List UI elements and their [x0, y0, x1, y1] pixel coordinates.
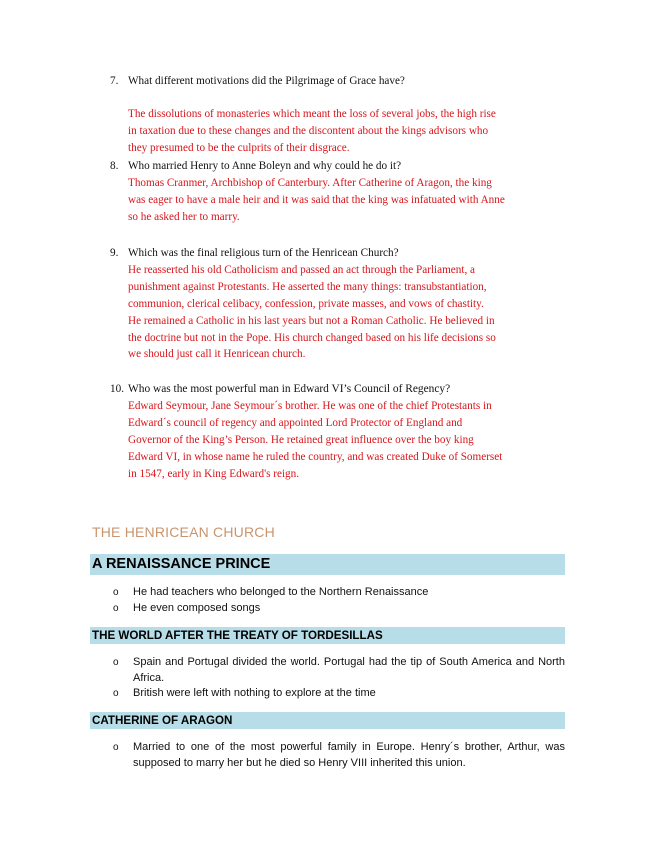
question-number: 9.	[110, 247, 119, 259]
answer-line: Thomas Cranmer, Archbishop of Canterbury. After Catherine of Aragon, the king	[128, 176, 492, 189]
answer-8	[110, 175, 560, 226]
question-number: 7.	[110, 75, 119, 87]
answer-line: they presumed to be the culprits of their disgrace.	[128, 141, 350, 154]
answer-7	[110, 106, 560, 157]
qa-item-10	[110, 381, 560, 482]
answer-line: He remained a Catholic in his last years but not a Roman Catholic. He believed in	[128, 314, 495, 327]
list-item	[110, 740, 565, 771]
answer-line: Edward´s council of regency and appointed Lord Protector of England and	[128, 416, 463, 429]
bullet-icon: o	[113, 688, 119, 699]
answer-line: in 1547, early in King Edward's reign.	[128, 467, 300, 480]
section-title: THE HENRICEAN CHURCH	[92, 524, 275, 540]
answer-line: the doctrine but not in the Pope. His church changed based on his life decisions so	[128, 331, 496, 344]
list-item-text: British were left with nothing to explore at the time	[133, 687, 376, 699]
bullet-icon: o	[113, 602, 119, 614]
question-number: 10.	[110, 383, 124, 395]
question-text: Who was the most powerful man in Edward VI’s Council of Regency?	[128, 383, 451, 395]
question-text: Which was the final religious turn of the Henricean Church?	[128, 247, 399, 259]
qa-item-7	[110, 73, 560, 157]
heading-renaissance-prince: A RENAISSANCE PRINCE	[90, 554, 565, 575]
answer-line: communion, clerical celibacy, confession, private masses, and vows of chastity.	[128, 297, 484, 310]
answer-line: punishment against Protestants. He asserted the many things: transubstantiation,	[128, 280, 487, 293]
question-7	[110, 73, 560, 90]
question-10	[110, 381, 560, 398]
answer-10	[110, 398, 560, 483]
list-item	[110, 601, 565, 617]
answer-line: we should just call it Henricean church.	[128, 348, 306, 361]
answer-9	[110, 262, 560, 363]
question-8	[110, 158, 560, 175]
list-item-text: He had teachers who belonged to the Northern Renaissance	[133, 586, 429, 598]
question-9	[110, 245, 560, 262]
bullet-icon: o	[113, 742, 119, 753]
question-text: Who married Henry to Anne Boleyn and why could he do it?	[128, 160, 402, 172]
qa-item-8	[110, 158, 560, 226]
answer-line: Governor of the King’s Person. He retained great influence over the boy king	[128, 433, 474, 446]
answer-line: He reasserted his old Catholicism and passed an act through the Parliament, a	[128, 263, 476, 276]
list-item	[110, 686, 565, 702]
heading-treaty-of-tordesillas: THE WORLD AFTER THE TREATY OF TORDESILLAS	[90, 627, 565, 644]
list-item-text: Married to one of the most powerful family in Europe. Henry´s brother, Arthur, was supposed to marry her but he died so Henry VIII inherited this union.	[133, 741, 565, 769]
answer-line: so he asked her to marry.	[128, 210, 240, 223]
heading-catherine-of-aragon: CATHERINE OF ARAGON	[90, 712, 565, 729]
list-item	[110, 655, 565, 686]
answer-line: The dissolutions of monasteries which meant the loss of several jobs, the high rise	[128, 107, 496, 120]
question-text: What different motivations did the Pilgrimage of Grace have?	[128, 75, 405, 87]
qa-item-9	[110, 245, 560, 363]
question-number: 8.	[110, 160, 119, 172]
bullet-icon: o	[113, 657, 119, 668]
list-item-text: He even composed songs	[133, 601, 261, 614]
bullet-list-renaissance-prince	[110, 585, 565, 616]
answer-line: Edward Seymour, Jane Seymour´s brother. He was one of the chief Protestants in	[128, 399, 492, 412]
answer-line: was eager to have a male heir and it was said that the king was infatuated with Anne	[128, 193, 505, 206]
bullet-list-treaty-of-tordesillas	[110, 655, 565, 702]
answer-line: Edward VI, in whose name he ruled the country, and was created Duke of Somerset	[128, 450, 503, 463]
bullet-icon: o	[113, 587, 119, 598]
bullet-list-catherine-of-aragon	[110, 740, 565, 771]
list-item-text: Spain and Portugal divided the world. Portugal had the tip of South America and North Africa.	[133, 656, 565, 684]
answer-line: in taxation due to these changes and the discontent about the kings advisors who	[128, 124, 489, 137]
list-item	[110, 585, 565, 601]
